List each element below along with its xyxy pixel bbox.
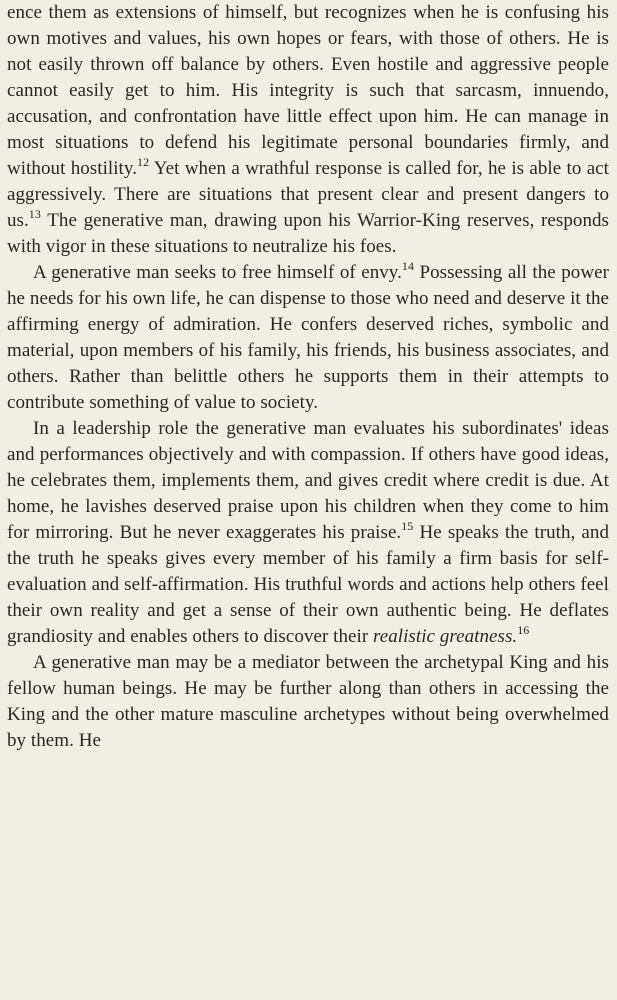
paragraph-2-text-2: Possessing all the power he needs for his own life, he can dispense to those who need and deserve it the affirming energy of admiration. He confers deserved riches, symbolic and material, upon members of his family, his friends, his business associates, and others. Rather than belittle others he supports them in their attempts to contribute something of value to society.: [7, 262, 609, 413]
paragraph-3: [7, 416, 609, 650]
footnote-ref-13: 13: [28, 207, 41, 221]
paragraph-3-text-1: In a leadership role the generative man evaluates his subordinates' ideas and performances objectively and with compassion. If others have good ideas, he celebrates them, implements them, and gives credit where credit is due. At home, he lavishes deserved praise upon his children when they come to him for mirroring. But he never exaggerates his praise.: [7, 418, 609, 543]
paragraph-3-text-2: He speaks the truth, and the truth he speaks gives every member of his family a firm basis for self-evaluation and self-affirmation. His truthful words and actions help others feel their own reality and get a sense of their own authentic being. He deflates grandiosity and enables others to discover their: [7, 522, 609, 647]
italic-emphasis: realistic greatness.: [373, 626, 518, 647]
footnote-ref-16: 16: [517, 623, 530, 637]
body-text: [7, 0, 609, 754]
paragraph-2-text-1: A generative man seeks to free himself of envy.: [33, 262, 402, 283]
paragraph-1-text-1: ence them as extensions of himself, but recognizes when he is confusing his own motives and values, his own hopes or fears, with those of others. He is not easily thrown off balance by others. Even hostile and aggressive people cannot easily get to him. His integrity is such that sarcasm, innuendo, accusation, and confrontation have little effect upon him. He can manage in most situations to defend his legitimate personal boundaries firmly, and without hostility.: [7, 2, 609, 179]
footnote-ref-14: 14: [401, 259, 415, 273]
paragraph-1: [7, 0, 609, 260]
paragraph-4-text-1: A generative man may be a mediator between the archetypal King and his fellow human beings. He may be further along than others in accessing the King and the other mature masculine archetypes without being overwhelmed by them. He: [7, 652, 609, 751]
paragraph-2: [7, 260, 609, 416]
paragraph-4: [7, 650, 609, 754]
paragraph-1-text-2: Yet when a wrathful response is called for, he is able to act aggressively. There are situations that present clear and present dangers to us.: [7, 158, 609, 231]
footnote-ref-12: 12: [137, 155, 150, 169]
footnote-ref-15: 15: [401, 519, 414, 533]
paragraph-1-text-3: The generative man, drawing upon his Warrior-King reserves, responds with vigor in these situations to neutralize his foes.: [7, 210, 609, 257]
